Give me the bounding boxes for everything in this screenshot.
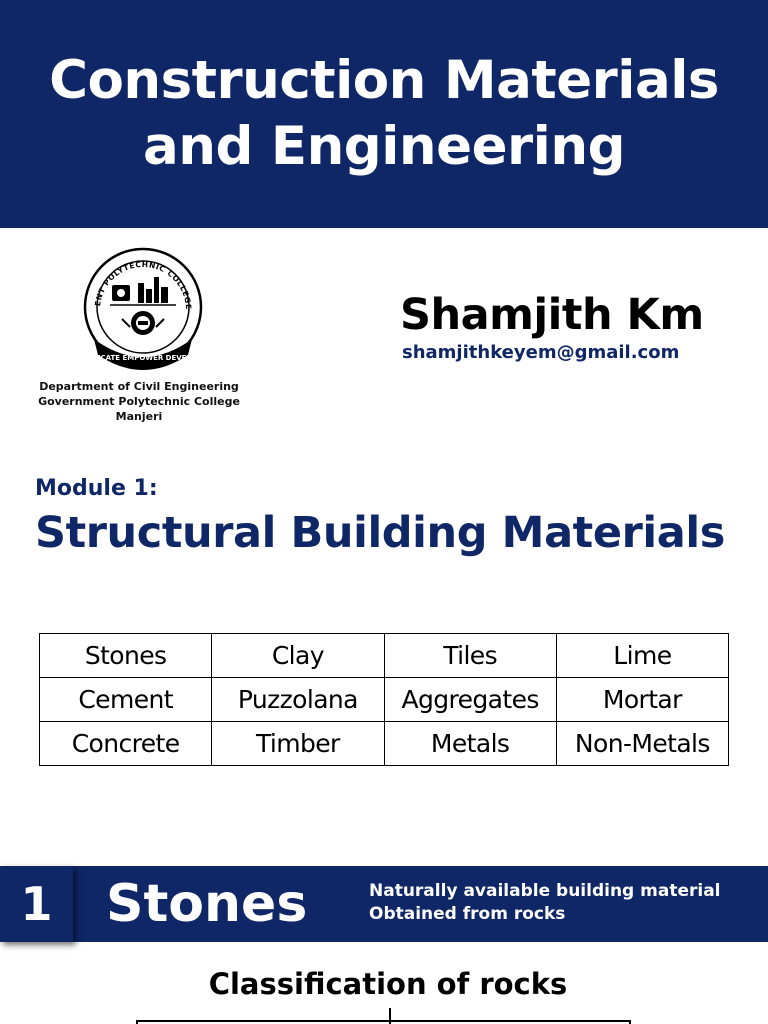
table-cell: Aggregates — [384, 678, 556, 722]
table-cell: Timber — [212, 722, 384, 766]
table-row — [40, 634, 729, 678]
section-desc-line-2: Obtained from rocks — [369, 904, 566, 924]
department-name: Department of Civil Engineering — [39, 380, 239, 393]
logo-ribbon-text: EDUCATE EMPOWER DEVELOP — [84, 354, 202, 362]
table-cell: Tiles — [384, 634, 556, 678]
classification-heading: Classification of rocks — [208, 967, 568, 1001]
table-cell: Metals — [384, 722, 556, 766]
module-label: Module 1: — [35, 476, 158, 501]
logo-ring-text: ENT POLYTECHNIC COLLEGE — [93, 259, 194, 311]
section-desc-line-1: Naturally available building material — [369, 881, 721, 901]
college-name: Government Polytechnic College Manjeri — [38, 395, 240, 423]
module-title: Structural Building Materials — [35, 508, 725, 558]
table-cell: Lime — [556, 634, 728, 678]
table-cell: Non-Metals — [556, 722, 728, 766]
materials-table — [39, 633, 729, 766]
college-emblem-icon — [80, 247, 206, 373]
section-description — [369, 880, 721, 926]
tree-connector-horizontal — [136, 1020, 631, 1022]
tree-connector-right — [629, 1020, 631, 1024]
table-row — [40, 722, 729, 766]
author-name: Shamjith Km — [400, 290, 704, 340]
section-title: Stones — [106, 874, 308, 934]
table-cell: Concrete — [40, 722, 212, 766]
department-block — [20, 379, 258, 424]
tree-connector-left — [136, 1020, 138, 1024]
title-line-2: and Engineering — [142, 116, 626, 177]
table-cell: Cement — [40, 678, 212, 722]
table-cell: Mortar — [556, 678, 728, 722]
title-line-1: Construction Materials — [49, 50, 719, 111]
table-cell: Stones — [40, 634, 212, 678]
table-row — [40, 678, 729, 722]
author-email: shamjithkeyem@gmail.com — [402, 342, 680, 363]
title-banner — [0, 0, 768, 228]
section-number: 1 — [0, 866, 73, 942]
table-cell: Puzzolana — [212, 678, 384, 722]
table-cell: Clay — [212, 634, 384, 678]
